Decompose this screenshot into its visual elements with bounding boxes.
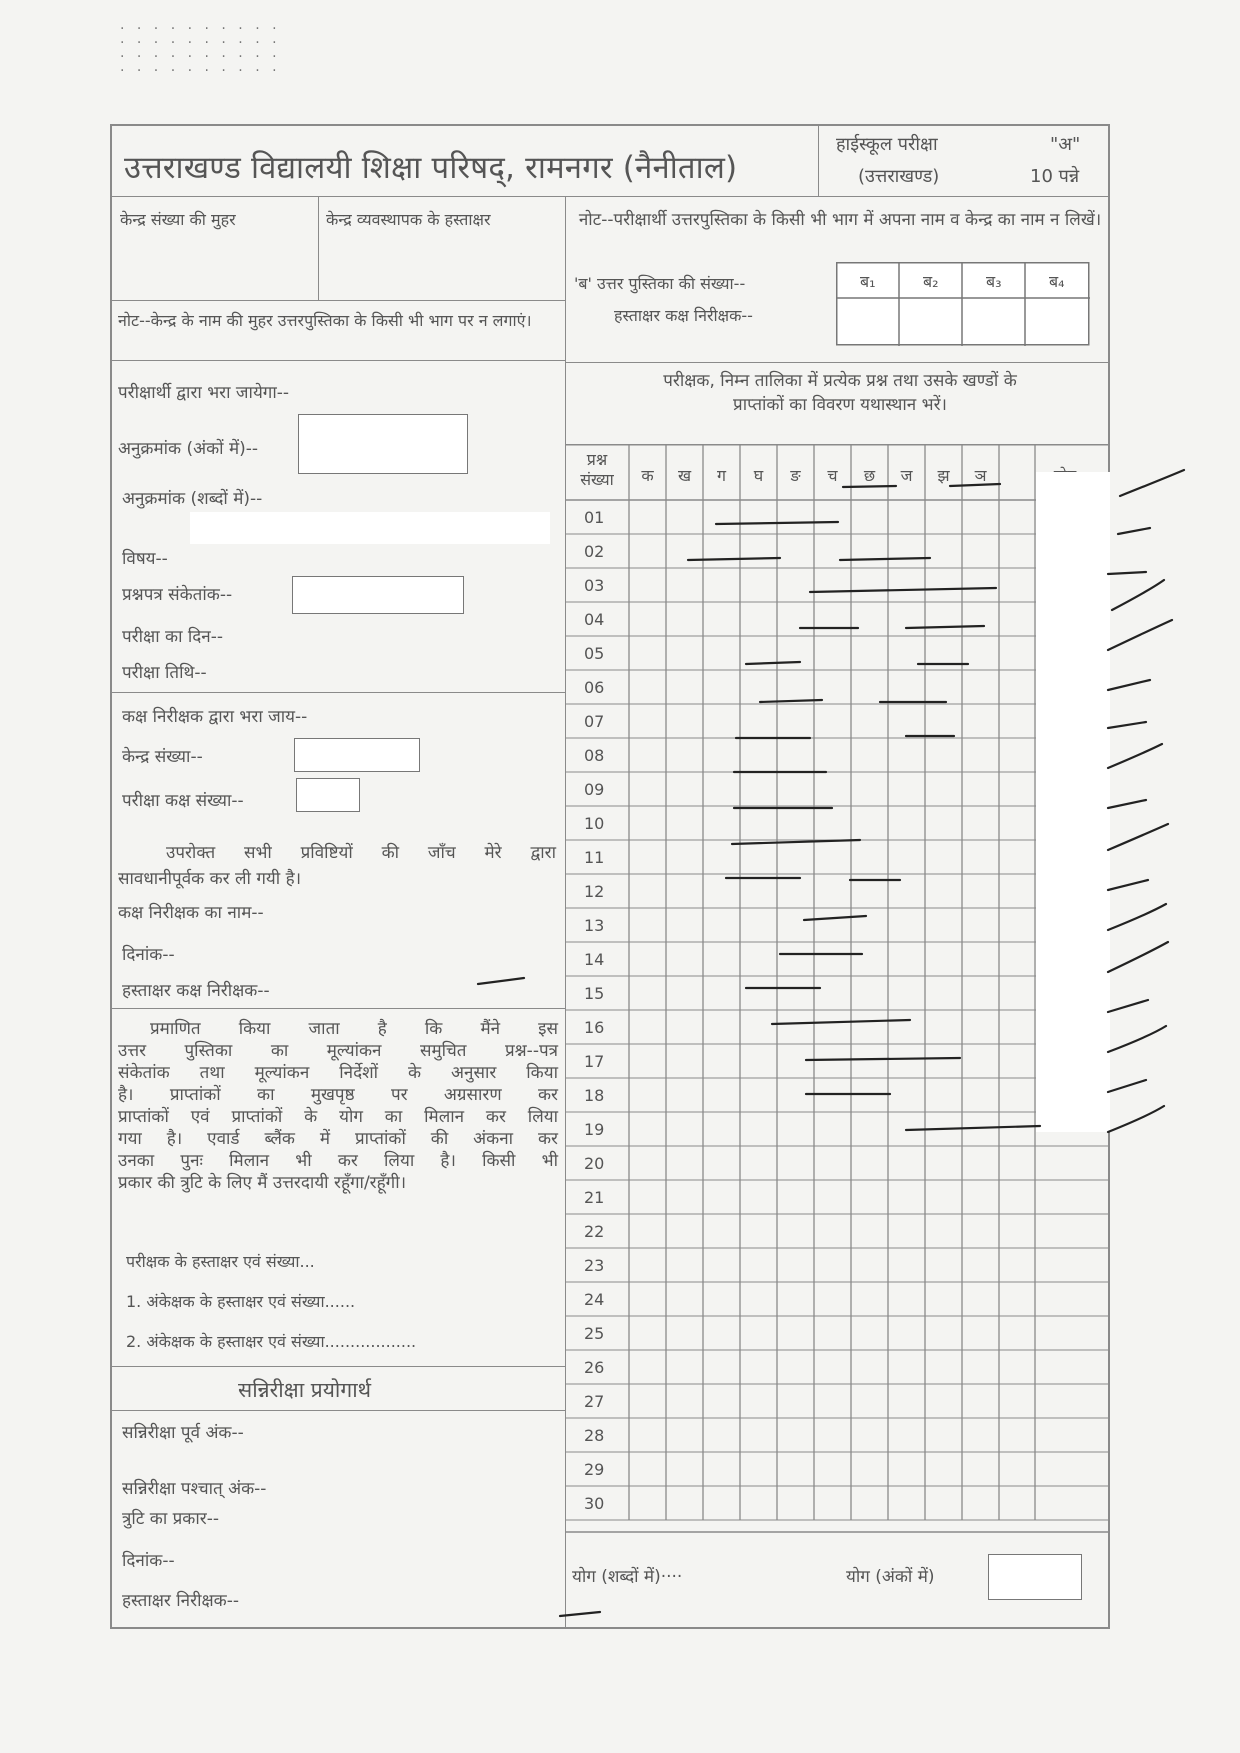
row-label-13: 13 — [584, 916, 605, 935]
row-label-04: 04 — [584, 610, 605, 629]
row-label-08: 08 — [584, 746, 605, 765]
row-label-16: 16 — [584, 1018, 605, 1037]
invigilator-name-label: कक्ष निरीक्षक का नाम-- — [118, 903, 264, 923]
row-label-29: 29 — [584, 1460, 605, 1479]
b-count-label: 'ब' उत्तर पुस्तिका की संख्या-- — [574, 274, 746, 293]
question-header-line1: प्रश्न — [586, 450, 608, 469]
row-label-25: 25 — [584, 1324, 605, 1343]
part-header-5: ङ — [790, 466, 801, 485]
row-label-27: 27 — [584, 1392, 605, 1411]
b2-header: ब₂ — [923, 272, 939, 291]
pages-label: 10 पन्ने — [1030, 166, 1080, 187]
row-label-05: 05 — [584, 644, 605, 663]
note-right: नोट--परीक्षार्थी उत्तरपुस्तिका के किसी भी भाग में अपना नाम व केन्द्र का नाम न लिखें। — [578, 210, 1102, 230]
cert-line-7: उनका पुनः मिलान भी कर लिया है। किसी भी — [118, 1151, 558, 1171]
row-label-26: 26 — [584, 1358, 605, 1377]
b4-header: ब₄ — [1049, 272, 1065, 291]
roll-words-label: अनुक्रमांक (शब्दों में)-- — [122, 489, 263, 509]
table-instruction-2: प्राप्तांकों का विवरण यथास्थान भरें। — [733, 395, 947, 415]
examiner-sign-label: परीक्षक के हस्ताक्षर एवं संख्या... — [126, 1252, 315, 1271]
scrutiny-title: सन्निरीक्षा प्रयोगार्थ — [238, 1378, 372, 1402]
row-label-19: 19 — [584, 1120, 605, 1139]
row-label-22: 22 — [584, 1222, 605, 1241]
room-no-label: परीक्षा कक्ष संख्या-- — [122, 791, 244, 811]
scrutiny-signature-label: हस्ताक्षर निरीक्षक-- — [122, 1591, 239, 1611]
row-label-15: 15 — [584, 984, 605, 1003]
total-digits-label: योग (अंकों में) — [846, 1567, 935, 1587]
board-title: उत्तराखण्ड विद्यालयी शिक्षा परिषद्, रामनगर (नैनीताल) — [124, 150, 738, 186]
cert-line-3: संकेतांक तथा मूल्यांकन निर्देशों के अनुसार किया — [118, 1063, 558, 1083]
total-words-label: योग (शब्दों में)···· — [572, 1567, 683, 1587]
scan-marks: · · · · · · · · · · · · · · · · · · · · · · · · · · · · · · · · · · · · · · · · — [120, 21, 281, 79]
row-label-03: 03 — [584, 576, 605, 595]
part-header-6: च — [827, 466, 838, 485]
part-header-7: छ — [863, 466, 876, 485]
row-label-23: 23 — [584, 1256, 605, 1275]
exam-day-label: परीक्षा का दिन-- — [122, 627, 224, 647]
exam-date-label: परीक्षा तिथि-- — [122, 663, 207, 683]
cert-line-1: प्रमाणित किया जाता है कि मैंने इस — [150, 1019, 558, 1039]
row-label-12: 12 — [584, 882, 605, 901]
verify-line2: सावधानीपूर्वक कर ली गयी है। — [118, 869, 302, 889]
row-label-07: 07 — [584, 712, 605, 731]
exam-name: हाईस्कूल परीक्षा — [836, 134, 938, 155]
row-label-01: 01 — [584, 508, 605, 527]
invigilator-sign-top: हस्ताक्षर कक्ष निरीक्षक-- — [614, 306, 753, 325]
b1-header: ब₁ — [860, 272, 876, 291]
candidate-section-title: परीक्षार्थी द्वारा भरा जायेगा-- — [118, 383, 290, 403]
row-label-28: 28 — [584, 1426, 605, 1445]
row-label-30: 30 — [584, 1494, 605, 1513]
exam-state: (उत्तराखण्ड) — [858, 166, 940, 187]
row-label-06: 06 — [584, 678, 605, 697]
paper-code-label: प्रश्नपत्र संकेतांक-- — [122, 585, 233, 605]
part-header-4: घ — [753, 466, 764, 485]
centre-seal-label: केन्द्र संख्या की मुहर — [120, 210, 236, 229]
row-label-10: 10 — [584, 814, 605, 833]
row-label-18: 18 — [584, 1086, 605, 1105]
subject-label: विषय-- — [122, 549, 168, 569]
table-instruction-1: परीक्षक, निम्न तालिका में प्रत्येक प्रश्न तथा उसके खण्डों के — [663, 371, 1017, 391]
seal-note: नोट--केन्द्र के नाम की मुहर उत्तरपुस्तिका के किसी भी भाग पर न लगाएं। — [118, 311, 532, 330]
scrutiny-date-label: दिनांक-- — [122, 1551, 175, 1571]
b3-header: ब₃ — [986, 272, 1002, 291]
roll-digits-label: अनुक्रमांक (अंकों में)-- — [118, 439, 259, 459]
part-header-8: ज — [900, 466, 913, 485]
row-label-02: 02 — [584, 542, 605, 561]
row-label-17: 17 — [584, 1052, 605, 1071]
row-label-21: 21 — [584, 1188, 605, 1207]
scrutiny-after-label: सन्निरीक्षा पश्चात् अंक-- — [122, 1479, 267, 1499]
checker1-label: 1. अंकेक्षक के हस्ताक्षर एवं संख्या...... — [126, 1292, 356, 1311]
invigilator-signature-label: हस्ताक्षर कक्ष निरीक्षक-- — [122, 981, 270, 1001]
invigilator-section-title: कक्ष निरीक्षक द्वारा भरा जाय-- — [122, 707, 308, 727]
manager-sign-label: केन्द्र व्यवस्थापक के हस्ताक्षर — [326, 210, 491, 229]
cert-line-6: गया है। एवार्ड ब्लैंक में प्राप्तांकों की अंकना कर — [118, 1129, 558, 1149]
row-label-09: 09 — [584, 780, 605, 799]
cert-line-4: है। प्राप्तांकों का मुखपृष्ठ पर अग्रसारण कर — [118, 1085, 558, 1105]
cert-line-2: उत्तर पुस्तिका का मूल्यांकन समुचित प्रश्न--पत्र — [118, 1041, 558, 1061]
row-label-14: 14 — [584, 950, 605, 969]
centre-no-label: केन्द्र संख्या-- — [122, 747, 203, 767]
part-header-10: ञ — [974, 466, 987, 485]
verify-line1: उपरोक्त सभी प्रविष्टियों की जाँच मेरे द्वारा — [166, 843, 556, 863]
cert-line-8: प्रकार की त्रुटि के लिए मैं उत्तरदायी रहूँगा/रहूँगी। — [118, 1173, 407, 1193]
error-type-label: त्रुटि का प्रकार-- — [122, 1509, 219, 1529]
row-label-20: 20 — [584, 1154, 605, 1173]
series-label: "अ" — [1050, 134, 1081, 155]
invigilator-date-label: दिनांक-- — [122, 945, 175, 965]
row-label-24: 24 — [584, 1290, 605, 1309]
row-label-11: 11 — [584, 848, 605, 867]
scrutiny-before-label: सन्निरीक्षा पूर्व अंक-- — [122, 1423, 244, 1443]
cert-line-5: प्राप्तांकों एवं प्राप्तांकों के योग का मिलान कर लिया — [118, 1107, 558, 1127]
part-header-3: ग — [716, 466, 726, 485]
part-header-2: ख — [677, 466, 692, 485]
question-header-line2: संख्या — [580, 470, 614, 489]
checker2-label: 2. अंकेक्षक के हस्ताक्षर एवं संख्या.................. — [126, 1332, 417, 1351]
part-header-1: क — [641, 466, 654, 485]
part-header-9: झ — [937, 466, 950, 485]
